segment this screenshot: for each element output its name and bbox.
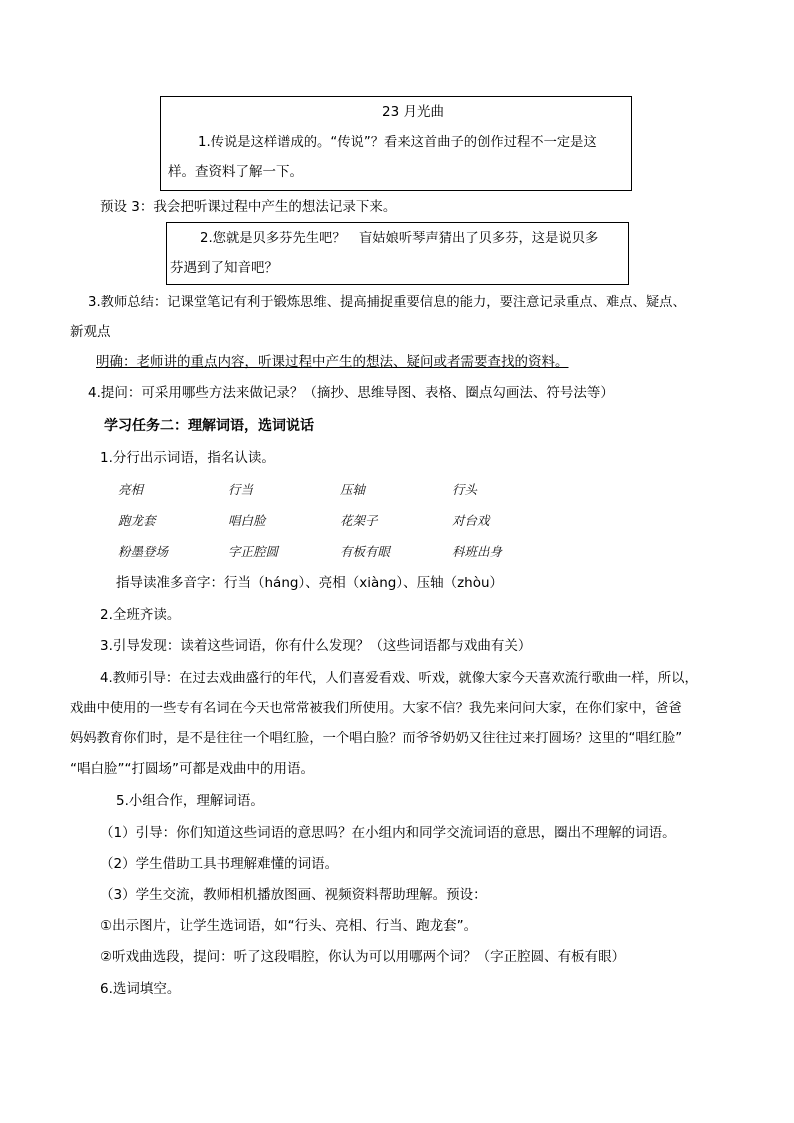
word-yazhou: 压轴 bbox=[340, 482, 366, 497]
box2-line1: 2.您就是贝多芬先生吧？ 盲姑娘听琴声猜出了贝多芬，这是说贝多 bbox=[200, 231, 599, 246]
word-paolongtao: 跑龙套 bbox=[118, 513, 156, 528]
word-youbanyouyan: 有板有眼 bbox=[340, 544, 391, 559]
box1-line2: 样。查资料了解一下。 bbox=[168, 164, 303, 180]
word-xingtou: 行头 bbox=[452, 482, 478, 497]
word-zizhengqiangyuan: 字正腔圆 bbox=[228, 544, 279, 559]
step-4-line4: “唱白脸”“打圆场”可都是戏曲中的用语。 bbox=[70, 761, 314, 777]
preset-circle-2: ②听戏曲选段，提问：听了这段唱腔，你认为可以用哪两个词？（字正腔圆、有板有眼） bbox=[100, 949, 626, 965]
clarify-line: 明确：老师讲的重点内容，听课过程中产生的想法、疑问或者需要查找的资料。 bbox=[96, 354, 569, 370]
word-duitaixi: 对台戏 bbox=[452, 513, 490, 528]
step-3: 3.引导发现：读着这些词语，你有什么发现？（这些词语都与戏曲有关） bbox=[100, 638, 532, 654]
word-changbailian: 唱白脸 bbox=[228, 513, 266, 528]
word-kebanchushen: 科班出身 bbox=[452, 544, 503, 559]
word-liangxiang: 亮相 bbox=[118, 482, 144, 497]
summary-line1: 3.教师总结：记课堂笔记有利于锻炼思维、提高捕捉重要信息的能力，要注意记录重点、难点、疑点、 bbox=[88, 295, 686, 310]
word-hangdang: 行当 bbox=[228, 482, 254, 497]
question-4: 4.提问：可采用哪些方法来做记录？（摘抄、思维导图、表格、圈点勾画法、符号法等） bbox=[88, 385, 614, 401]
sub-step-3: （3）学生交流，教师相机播放图画、视频资料帮助理解。预设： bbox=[100, 887, 487, 903]
word-huajiazi: 花架子 bbox=[340, 513, 378, 528]
step-4-line2: 戏曲中使用的一些专有名词在今天也常常被我们所使用。大家不信？我先来问问大家，在你们家中，爸爸 bbox=[70, 701, 682, 716]
preset-3: 预设 3：我会把听课过程中产生的想法记录下来。 bbox=[100, 199, 397, 215]
word-fenmodengchang: 粉墨登场 bbox=[118, 544, 169, 559]
step-5: 5.小组合作，理解词语。 bbox=[116, 793, 264, 809]
step-4-line1: 4.教师引导：在过去戏曲盛行的年代，人们喜爱看戏、听戏，就像大家今天喜欢流行歌曲一样，所以， bbox=[100, 671, 698, 686]
pronunciation-guide: 指导读准多音字：行当（háng）、亮相（xiàng）、压轴（zhòu） bbox=[116, 575, 504, 591]
summary-line2: 新观点 bbox=[70, 324, 111, 340]
step-6: 6.选词填空。 bbox=[100, 981, 181, 997]
preset-circle-1: ①出示图片，让学生选词语，如“行头、亮相、行当、跑龙套”。 bbox=[100, 918, 478, 934]
sub-step-1: （1）引导：你们知道这些词语的意思吗？在小组内和同学交流词语的意思，圈出不理解的词语。 bbox=[100, 825, 676, 841]
box1-line1: 1.传说是这样谱成的。“传说”？看来这首曲子的创作过程不一定是这 bbox=[198, 135, 597, 150]
sub-step-2: （2）学生借助工具书理解难懂的词语。 bbox=[100, 856, 339, 872]
step-1: 1.分行出示词语，指名认读。 bbox=[100, 450, 275, 466]
task-2-heading: 学习任务二：理解词语，选词说话 bbox=[104, 418, 314, 434]
box2-line2: 芬遇到了知音吧？ bbox=[170, 260, 278, 276]
step-4-line3: 妈妈教育你们时，是不是往往一个唱红脸，一个唱白脸？而爷爷奶奶又往往过来打圆场？这里的“唱红脸” bbox=[70, 731, 683, 746]
box1-title: 23 月光曲 bbox=[382, 104, 444, 120]
step-2: 2.全班齐读。 bbox=[100, 607, 181, 623]
